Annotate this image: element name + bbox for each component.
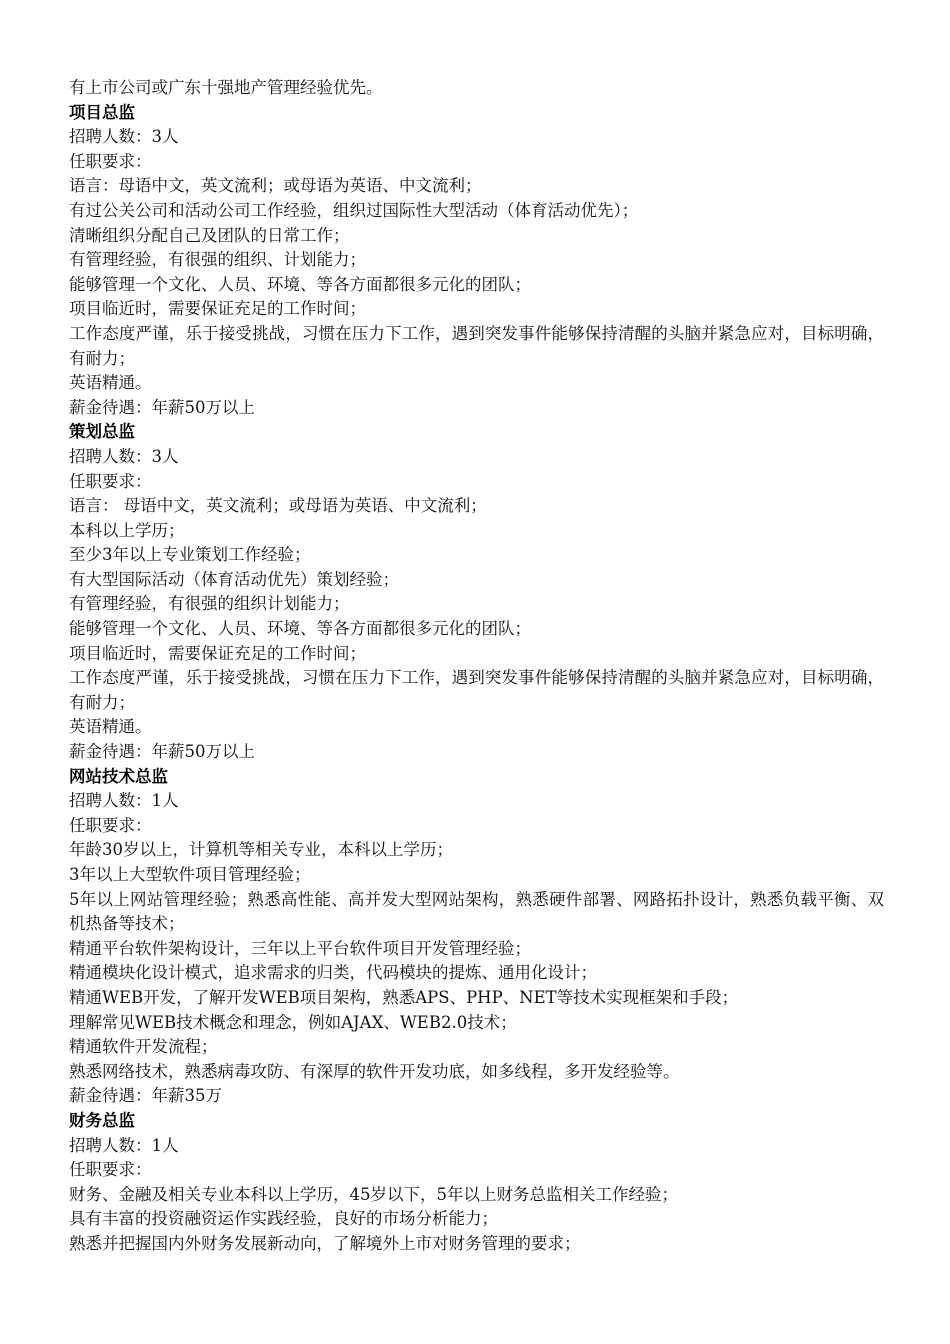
requirement-line: 精通模块化设计模式，追求需求的归类，代码模块的提炼、通用化设计； [69, 963, 597, 983]
section-finance-director [69, 1109, 884, 1257]
requirement-line: 英语精通。 [69, 373, 152, 393]
requirement-line: 有管理经验，有很强的组织计划能力； [69, 594, 350, 614]
section-title: 财务总监 [69, 1110, 135, 1130]
requirements-label: 任职要求： [69, 151, 152, 171]
requirement-line: 精通软件开发流程； [69, 1037, 218, 1057]
requirement-line: 有过公关公司和活动公司工作经验，组织过国际性大型活动（体育活动优先）； [69, 200, 639, 220]
requirement-line: 语言： 母语中文，英文流利；或母语为英语、中文流利； [69, 496, 487, 516]
requirement-line: 精通平台软件架构设计，三年以上平台软件项目开发管理经验； [69, 938, 531, 958]
section-title: 项目总监 [69, 102, 135, 122]
requirement-line: 工作态度严谨，乐于接受挑战，习惯在压力下工作，遇到突发事件能够保持清醒的头脑并紧急应对，目标明确，有耐力； [69, 668, 884, 712]
salary-line: 薪金待遇：年薪35万 [69, 1086, 222, 1106]
section-title: 策划总监 [69, 422, 135, 442]
requirement-line: 年龄30岁以上，计算机等相关专业，本科以上学历； [69, 840, 453, 860]
requirement-line: 英语精通。 [69, 717, 152, 737]
requirement-line: 3年以上大型软件项目管理经验； [69, 865, 311, 884]
requirement-line: 能够管理一个文化、人员、环境、等各方面都很多元化的团队； [69, 619, 531, 639]
requirement-line: 项目临近时，需要保证充足的工作时间； [69, 643, 366, 663]
requirement-line: 有大型国际活动（体育活动优先）策划经验； [69, 569, 399, 589]
headcount: 招聘人数：1人 [69, 1135, 179, 1155]
requirement-line: 财务、金融及相关专业本科以上学历，45岁以下，5年以上财务总监相关工作经验； [69, 1184, 678, 1204]
headcount: 招聘人数：3人 [69, 446, 179, 466]
requirement-line: 本科以上学历； [69, 520, 185, 540]
section-web-tech-director [69, 765, 884, 1109]
intro-line: 有上市公司或广东十强地产管理经验优先。 [69, 78, 383, 97]
requirements-label: 任职要求： [69, 471, 152, 491]
requirement-line: 有管理经验，有很强的组织、计划能力； [69, 250, 366, 270]
requirement-line: 能够管理一个文化、人员、环境、等各方面都很多元化的团队； [69, 274, 531, 294]
requirement-line: 理解常见WEB技术概念和理念，例如AJAX、WEB2.0技术； [69, 1012, 517, 1032]
section-planning-director [69, 420, 884, 764]
requirement-line: 清晰组织分配自己及团队的日常工作； [69, 225, 350, 245]
section-title: 网站技术总监 [69, 766, 168, 786]
requirement-line: 精通WEB开发，了解开发WEB项目架构，熟悉APS、PHP、NET等技术实现框架和手段； [69, 987, 739, 1007]
salary-line: 薪金待遇：年薪50万以上 [69, 742, 255, 762]
requirement-line: 语言：母语中文，英文流利；或母语为英语、中文流利； [69, 176, 482, 196]
section-project-director [69, 101, 884, 421]
requirements-label: 任职要求： [69, 815, 152, 835]
requirement-line: 熟悉网络技术，熟悉病毒攻防、有深厚的软件开发功底，如多线程，多开发经验等。 [69, 1061, 680, 1081]
headcount: 招聘人数：1人 [69, 791, 179, 811]
requirement-line: 熟悉并把握国内外财务发展新动向，了解境外上市对财务管理的要求； [69, 1233, 581, 1253]
requirements-label: 任职要求： [69, 1160, 152, 1180]
requirement-line: 工作态度严谨，乐于接受挑战，习惯在压力下工作，遇到突发事件能够保持清醒的头脑并紧急应对，目标明确，有耐力； [69, 323, 884, 368]
headcount: 招聘人数：3人 [69, 127, 179, 147]
requirement-line: 5年以上网站管理经验；熟悉高性能、高并发大型网站架构，熟悉硬件部署、网路拓扑设计，熟悉负载平衡、双机热备等技术； [69, 889, 884, 934]
requirement-line: 项目临近时，需要保证充足的工作时间； [69, 299, 366, 319]
requirement-line: 至少3年以上专业策划工作经验； [69, 545, 311, 565]
requirement-line: 具有丰富的投资融资运作实践经验，良好的市场分析能力； [69, 1209, 498, 1229]
document-page [69, 76, 884, 1257]
salary-line: 薪金待遇：年薪50万以上 [69, 397, 255, 417]
